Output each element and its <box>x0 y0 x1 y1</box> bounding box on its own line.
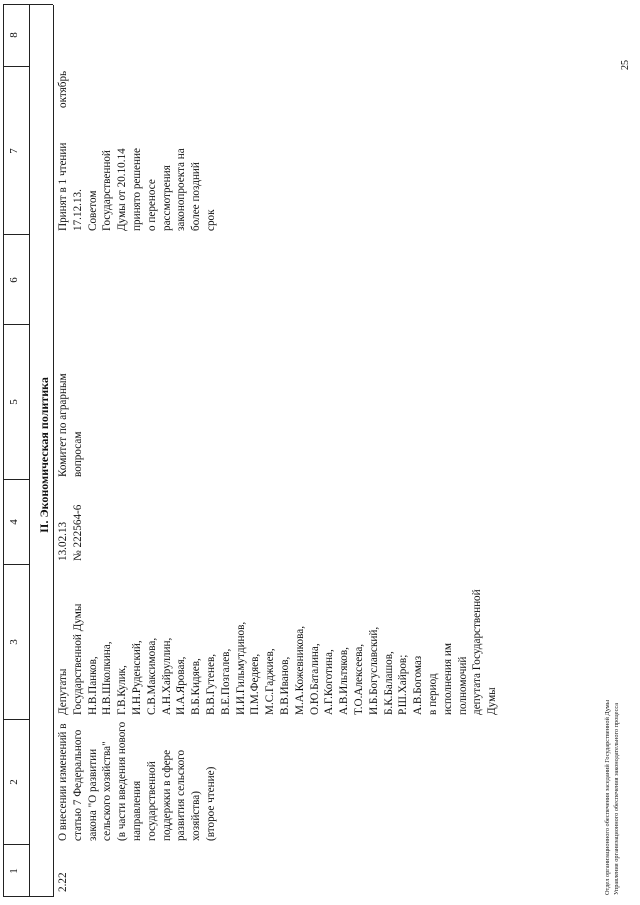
bill-title-line: О внесении изменений в <box>57 723 69 841</box>
col-border-3 <box>3 564 29 565</box>
footer-department-line: Отдел организационного обеспечения заседаний Государственной Думы <box>604 700 611 895</box>
page-number: 25 <box>620 60 631 70</box>
bill-authors-line: Н.В.Школкина, <box>101 641 114 715</box>
bill-title-line: хозяйства) <box>190 791 203 841</box>
bill-authors-line: С.В.Максимова, <box>145 637 158 715</box>
column-number-5: 5 <box>8 399 20 405</box>
bill-authors-line: И.А.Яровая, <box>175 656 188 715</box>
bill-authors-line: О.Ю.Баталина, <box>308 643 321 715</box>
bill-authors-line: Депутаты <box>57 668 69 715</box>
footer-department-line: Управления организационного обеспечения законодательного процесса <box>612 702 620 895</box>
bill-status <box>56 143 219 231</box>
bill-title-line: поддержки в сфере <box>160 749 173 841</box>
column-number-4: 4 <box>8 519 20 525</box>
section-row-border <box>53 5 54 897</box>
bill-authors-line: И.Б.Богуславский, <box>367 626 380 715</box>
bill-authors-line: П.М.Федяев, <box>249 653 262 715</box>
bill-status-line: более поздний <box>190 162 203 231</box>
footer-department <box>604 700 621 895</box>
bill-status-line: о переносе <box>145 179 158 231</box>
bill-authors-line: В.В.Иванов, <box>278 656 291 715</box>
responsible-committee-line: вопросам <box>71 431 84 477</box>
bill-title-line: развития сельского <box>175 749 188 841</box>
bill-authors-line: А.В.Ильтяков, <box>338 647 351 715</box>
bill-title-line: сельского хозяйства" <box>101 741 114 841</box>
bill-authors-line: В.Б.Кидяев, <box>190 658 203 715</box>
bill-authors-line: И.Н.Руденский, <box>130 640 143 715</box>
bill-title <box>56 722 219 841</box>
bill-status-line: срок <box>204 209 217 231</box>
bill-authors-line: А.Г.Коготина, <box>323 649 336 715</box>
bill-title-line: государственной <box>145 761 158 841</box>
bill-title-line: статью 7 Федерального <box>71 729 84 841</box>
bill-authors-line: М.С.Гаджиев, <box>264 648 277 715</box>
bill-authors-line: в период <box>426 673 439 715</box>
bill-status-line: Государственной <box>101 150 114 231</box>
bill-title-line: закона "О развитии <box>86 748 99 841</box>
col-border-1 <box>3 844 29 845</box>
column-number-1: 1 <box>8 868 20 874</box>
bill-date-number-line: № 222564-6 <box>71 504 84 561</box>
bill-authors-line: Н.В.Панков, <box>86 656 99 715</box>
bill-authors-line: А.В.Богомаз <box>412 655 425 715</box>
bill-authors-line: Т.О.Алексеева, <box>352 643 365 715</box>
bill-status-line: Думы от 20.10.14 <box>116 148 129 231</box>
column-number-7: 7 <box>8 148 20 154</box>
row-number: 2.22 <box>57 872 69 892</box>
bill-authors-line: И.И.Гильмутдинов, <box>234 621 247 715</box>
bill-authors-line: Р.Ш.Хайров; <box>397 654 410 715</box>
bill-status-line: принято решение <box>130 148 143 231</box>
responsible-committee <box>56 373 86 477</box>
col-border-5 <box>3 324 29 325</box>
col-border-6 <box>3 234 29 235</box>
bill-authors-line: Государственной Думы <box>71 603 84 715</box>
planned-month: октябрь <box>57 70 69 108</box>
bill-status-line: Советом <box>86 190 99 231</box>
bill-authors-line: М.А.Кожевникова, <box>293 625 306 715</box>
bill-authors-line: Б.К.Балашов, <box>382 651 395 715</box>
bill-status-line: законопроекта на <box>175 148 188 231</box>
bill-authors-line: Г.В.Кулик, <box>116 665 129 715</box>
bill-authors <box>56 589 500 715</box>
col-border-2 <box>3 719 29 720</box>
bill-date-number-line: 13.02.13 <box>57 521 69 561</box>
column-number-8: 8 <box>8 32 20 38</box>
column-number-6: 6 <box>8 277 20 283</box>
column-number-3: 3 <box>8 639 20 645</box>
responsible-committee-line: Комитет по аграрным <box>57 373 69 477</box>
header-row-border <box>29 5 30 897</box>
col-border-4 <box>3 479 29 480</box>
bill-authors-line: полномочий <box>456 656 469 715</box>
bill-title-line: (второе чтение) <box>204 766 217 841</box>
bill-status-line: рассмотрения <box>160 165 173 231</box>
bill-authors-line: А.Н.Хайруллин, <box>160 637 173 715</box>
bill-date-number <box>56 505 86 561</box>
bill-authors-line: депутата Государственной <box>471 589 484 715</box>
bill-authors-line: В.В.Гутенев, <box>204 653 217 715</box>
bill-title-line: направления <box>130 780 143 841</box>
table-top-border <box>3 5 4 897</box>
column-number-2: 2 <box>8 779 20 785</box>
bill-title-line: (в части введения нового <box>116 721 129 841</box>
bill-status-line: 17.12.13. <box>71 189 84 231</box>
section-title: II. Экономическая политика <box>37 377 51 533</box>
bill-authors-line: исполнения им <box>441 643 454 715</box>
bill-status-line: Принят в 1 чтении <box>57 142 69 231</box>
col-border-7 <box>3 66 29 67</box>
bill-authors-line: В.Е.Позгалев, <box>219 648 232 715</box>
bill-authors-line: Думы <box>486 687 499 715</box>
